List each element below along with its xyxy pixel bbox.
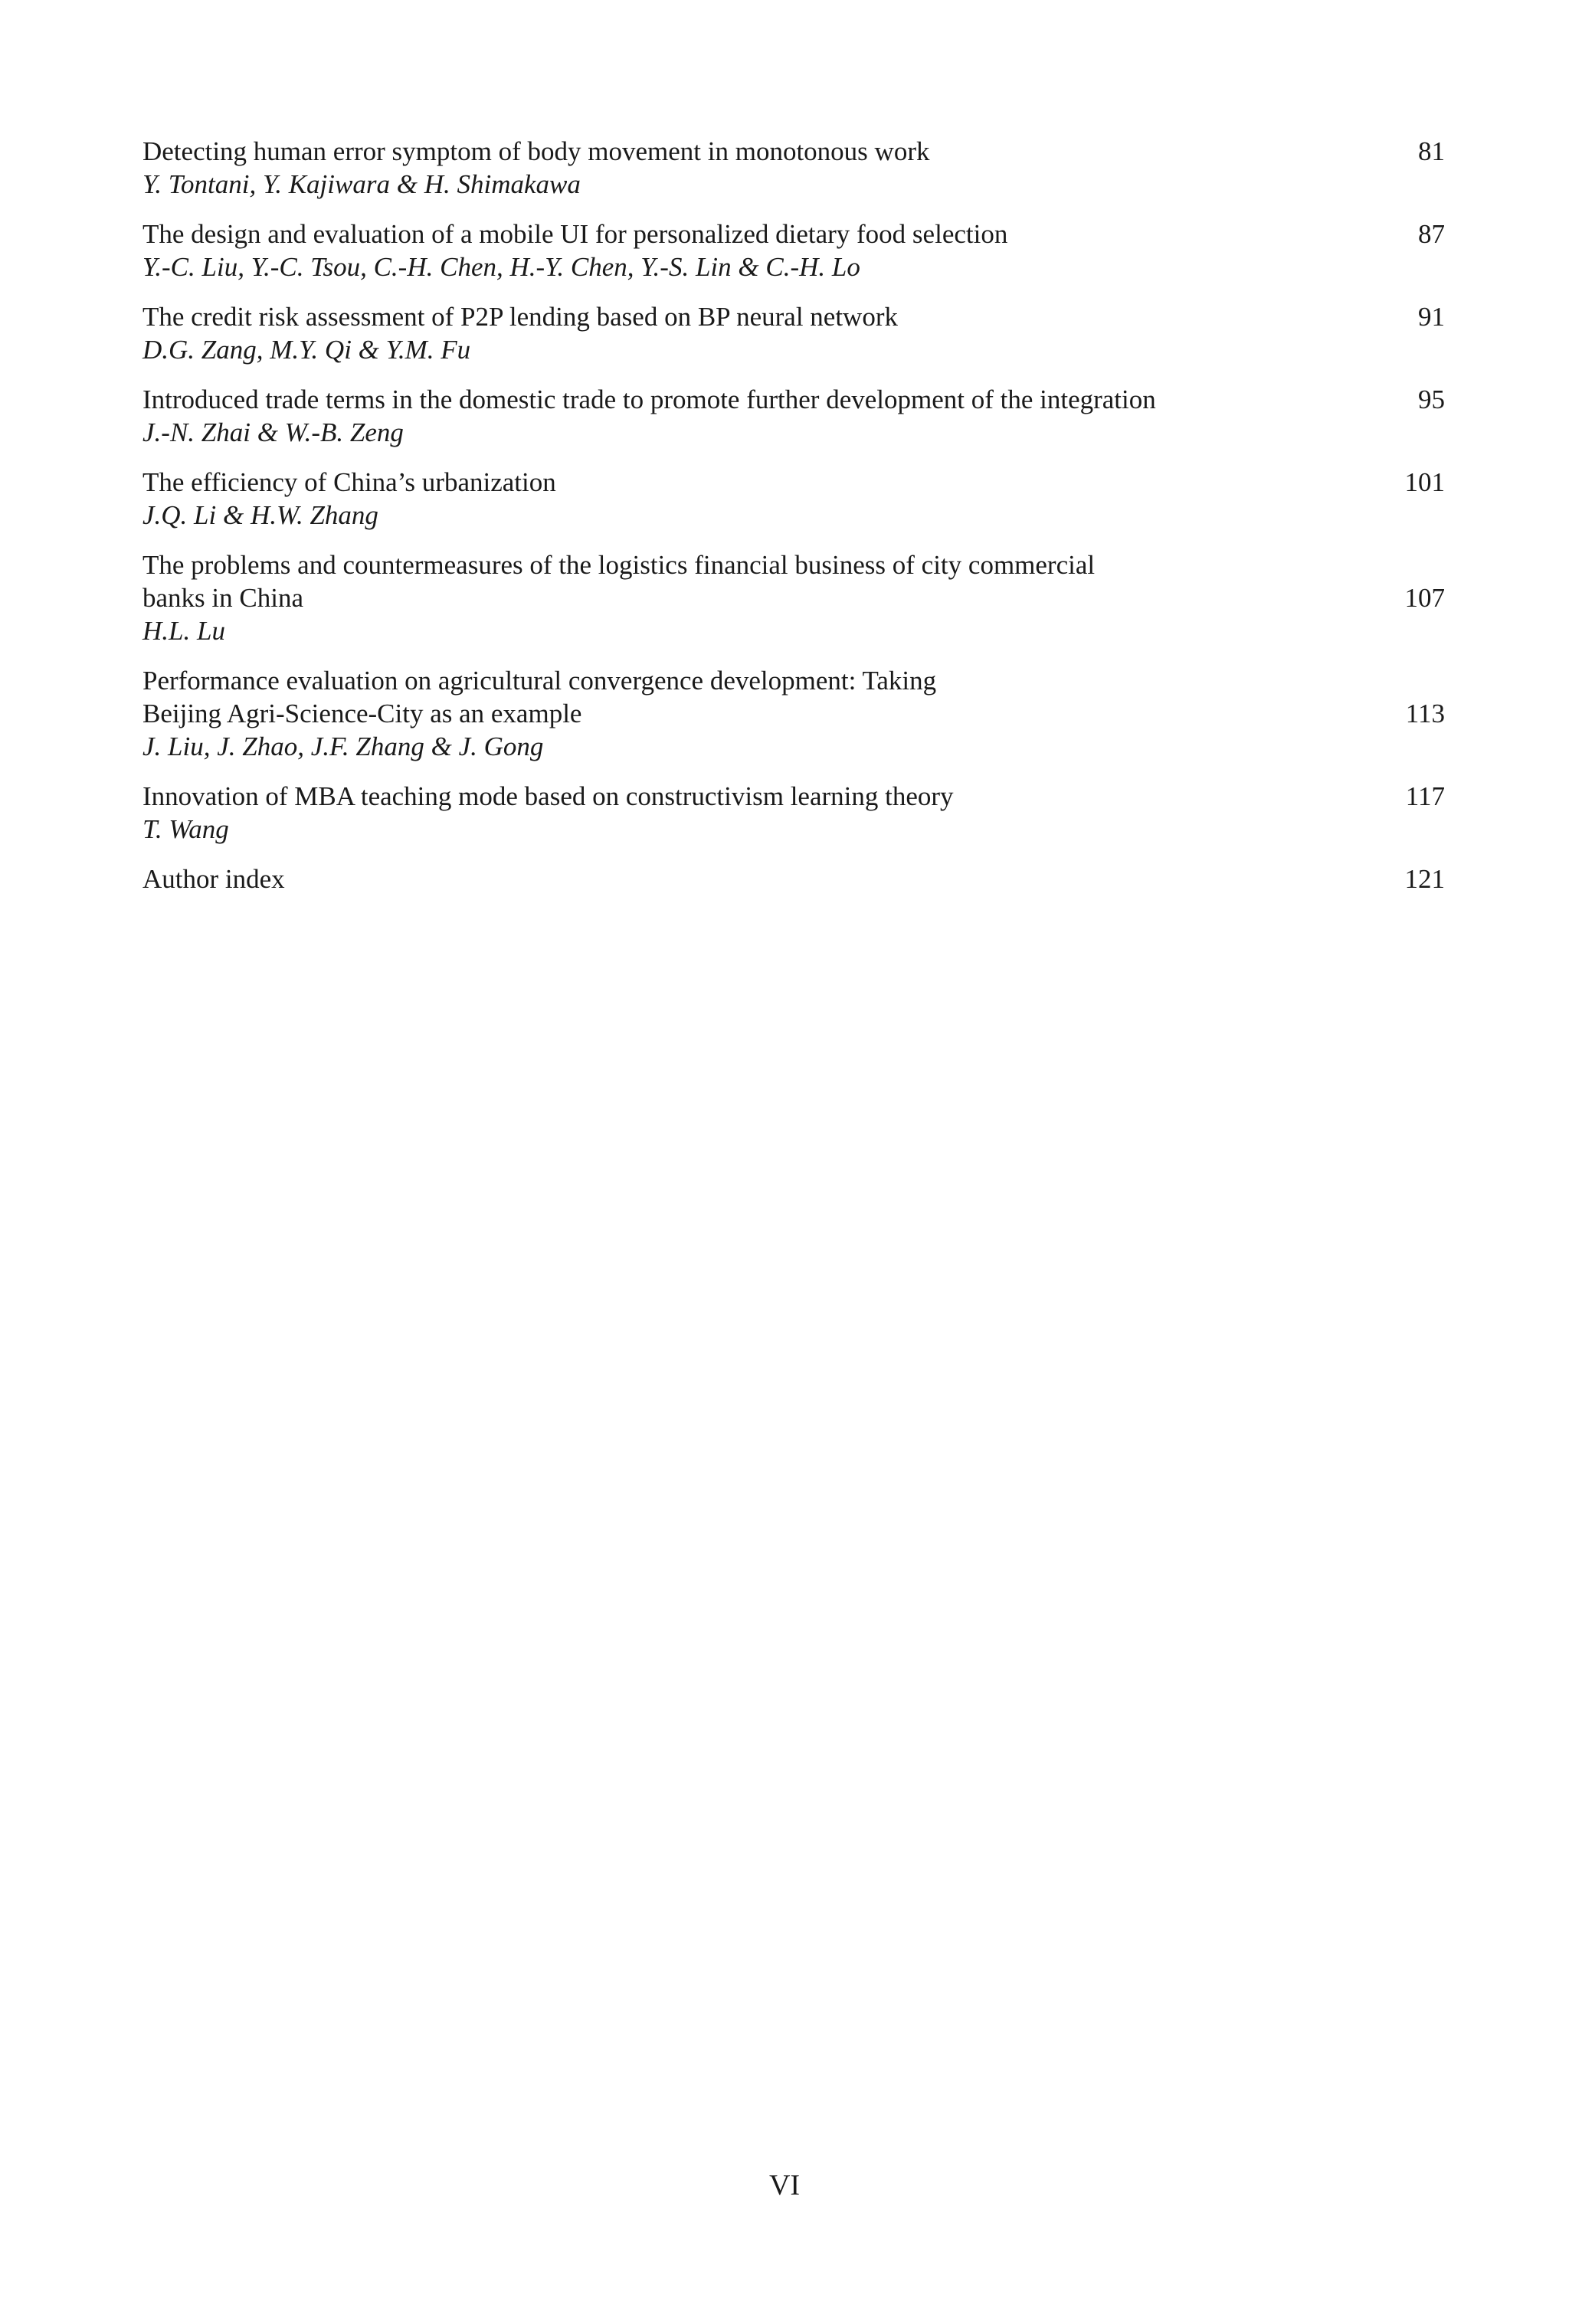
toc-authors: J. Liu, J. Zhao, J.F. Zhang & J. Gong — [142, 732, 544, 761]
toc-authors: J.-N. Zhai & W.-B. Zeng — [142, 417, 404, 447]
toc-title — [142, 383, 1261, 416]
toc-title — [142, 664, 1261, 730]
toc-page-number: 91 — [1418, 302, 1445, 332]
toc-authors: J.Q. Li & H.W. Zhang — [142, 500, 378, 530]
toc-authors: H.L. Lu — [142, 616, 225, 646]
toc-title — [142, 862, 1261, 895]
toc-page-number: 107 — [1404, 583, 1445, 613]
toc-title-line: The efficiency of China’s urbanization — [142, 467, 556, 497]
toc-title-line: Introduced trade terms in the domestic trade to promote further development of the integration — [142, 385, 1156, 414]
toc-page-number: 95 — [1418, 385, 1445, 414]
toc-page-number: 113 — [1405, 699, 1445, 728]
toc-title-row — [142, 466, 1445, 499]
toc-title — [142, 300, 1261, 333]
page-footer-number: VI — [768, 2169, 801, 2201]
toc-entry[interactable] — [142, 383, 1445, 449]
toc-page-number: 121 — [1404, 864, 1445, 894]
toc-entry[interactable] — [142, 300, 1445, 366]
toc-title-line: Innovation of MBA teaching mode based on constructivism learning theory — [142, 781, 954, 811]
toc-page-number: 101 — [1404, 467, 1445, 497]
toc-authors: T. Wang — [142, 814, 229, 844]
toc-entry[interactable] — [142, 780, 1445, 846]
toc-title-row — [142, 664, 1445, 730]
toc-title-line: The design and evaluation of a mobile UI for personalized dietary food selection — [142, 219, 1008, 249]
toc-title-line: The problems and countermeasures of the logistics financial business of city commercial — [142, 550, 1096, 580]
toc-title-line: Beijing Agri-Science-City as an example — [142, 699, 582, 728]
toc-page-number: 117 — [1405, 781, 1445, 811]
toc-title-row — [142, 135, 1445, 168]
toc-title-line: The credit risk assessment of P2P lending based on BP neural network — [142, 302, 898, 332]
toc-authors: Y. Tontani, Y. Kajiwara & H. Shimakawa — [142, 169, 581, 199]
toc-title-row — [142, 780, 1445, 813]
toc-authors: D.G. Zang, M.Y. Qi & Y.M. Fu — [142, 335, 471, 365]
table-of-contents — [142, 135, 1445, 912]
toc-title — [142, 548, 1261, 614]
toc-authors: Y.-C. Liu, Y.-C. Tsou, C.-H. Chen, H.-Y. Chen, Y.-S. Lin & C.-H. Lo — [142, 252, 860, 282]
toc-title-line: Performance evaluation on agricultural convergence development: Taking — [142, 666, 937, 696]
toc-title-row — [142, 548, 1445, 614]
toc-entry[interactable] — [142, 218, 1445, 283]
toc-title-row — [142, 218, 1445, 250]
toc-entry[interactable] — [142, 548, 1445, 647]
toc-entry[interactable] — [142, 466, 1445, 532]
toc-title — [142, 218, 1261, 250]
toc-title-line: Detecting human error symptom of body movement in monotonous work — [142, 136, 930, 166]
toc-entry[interactable] — [142, 135, 1445, 201]
toc-title — [142, 135, 1261, 168]
toc-title-row — [142, 383, 1445, 416]
toc-page-number: 87 — [1418, 219, 1445, 249]
toc-title-line: banks in China — [142, 583, 303, 613]
toc-title-row — [142, 300, 1445, 333]
toc-title — [142, 466, 1261, 499]
toc-title — [142, 780, 1261, 813]
toc-title-line: Author index — [142, 864, 285, 894]
toc-page-number: 81 — [1418, 136, 1445, 166]
toc-title-row — [142, 862, 1445, 895]
toc-entry[interactable] — [142, 664, 1445, 763]
toc-entry-author-index[interactable] — [142, 862, 1445, 895]
